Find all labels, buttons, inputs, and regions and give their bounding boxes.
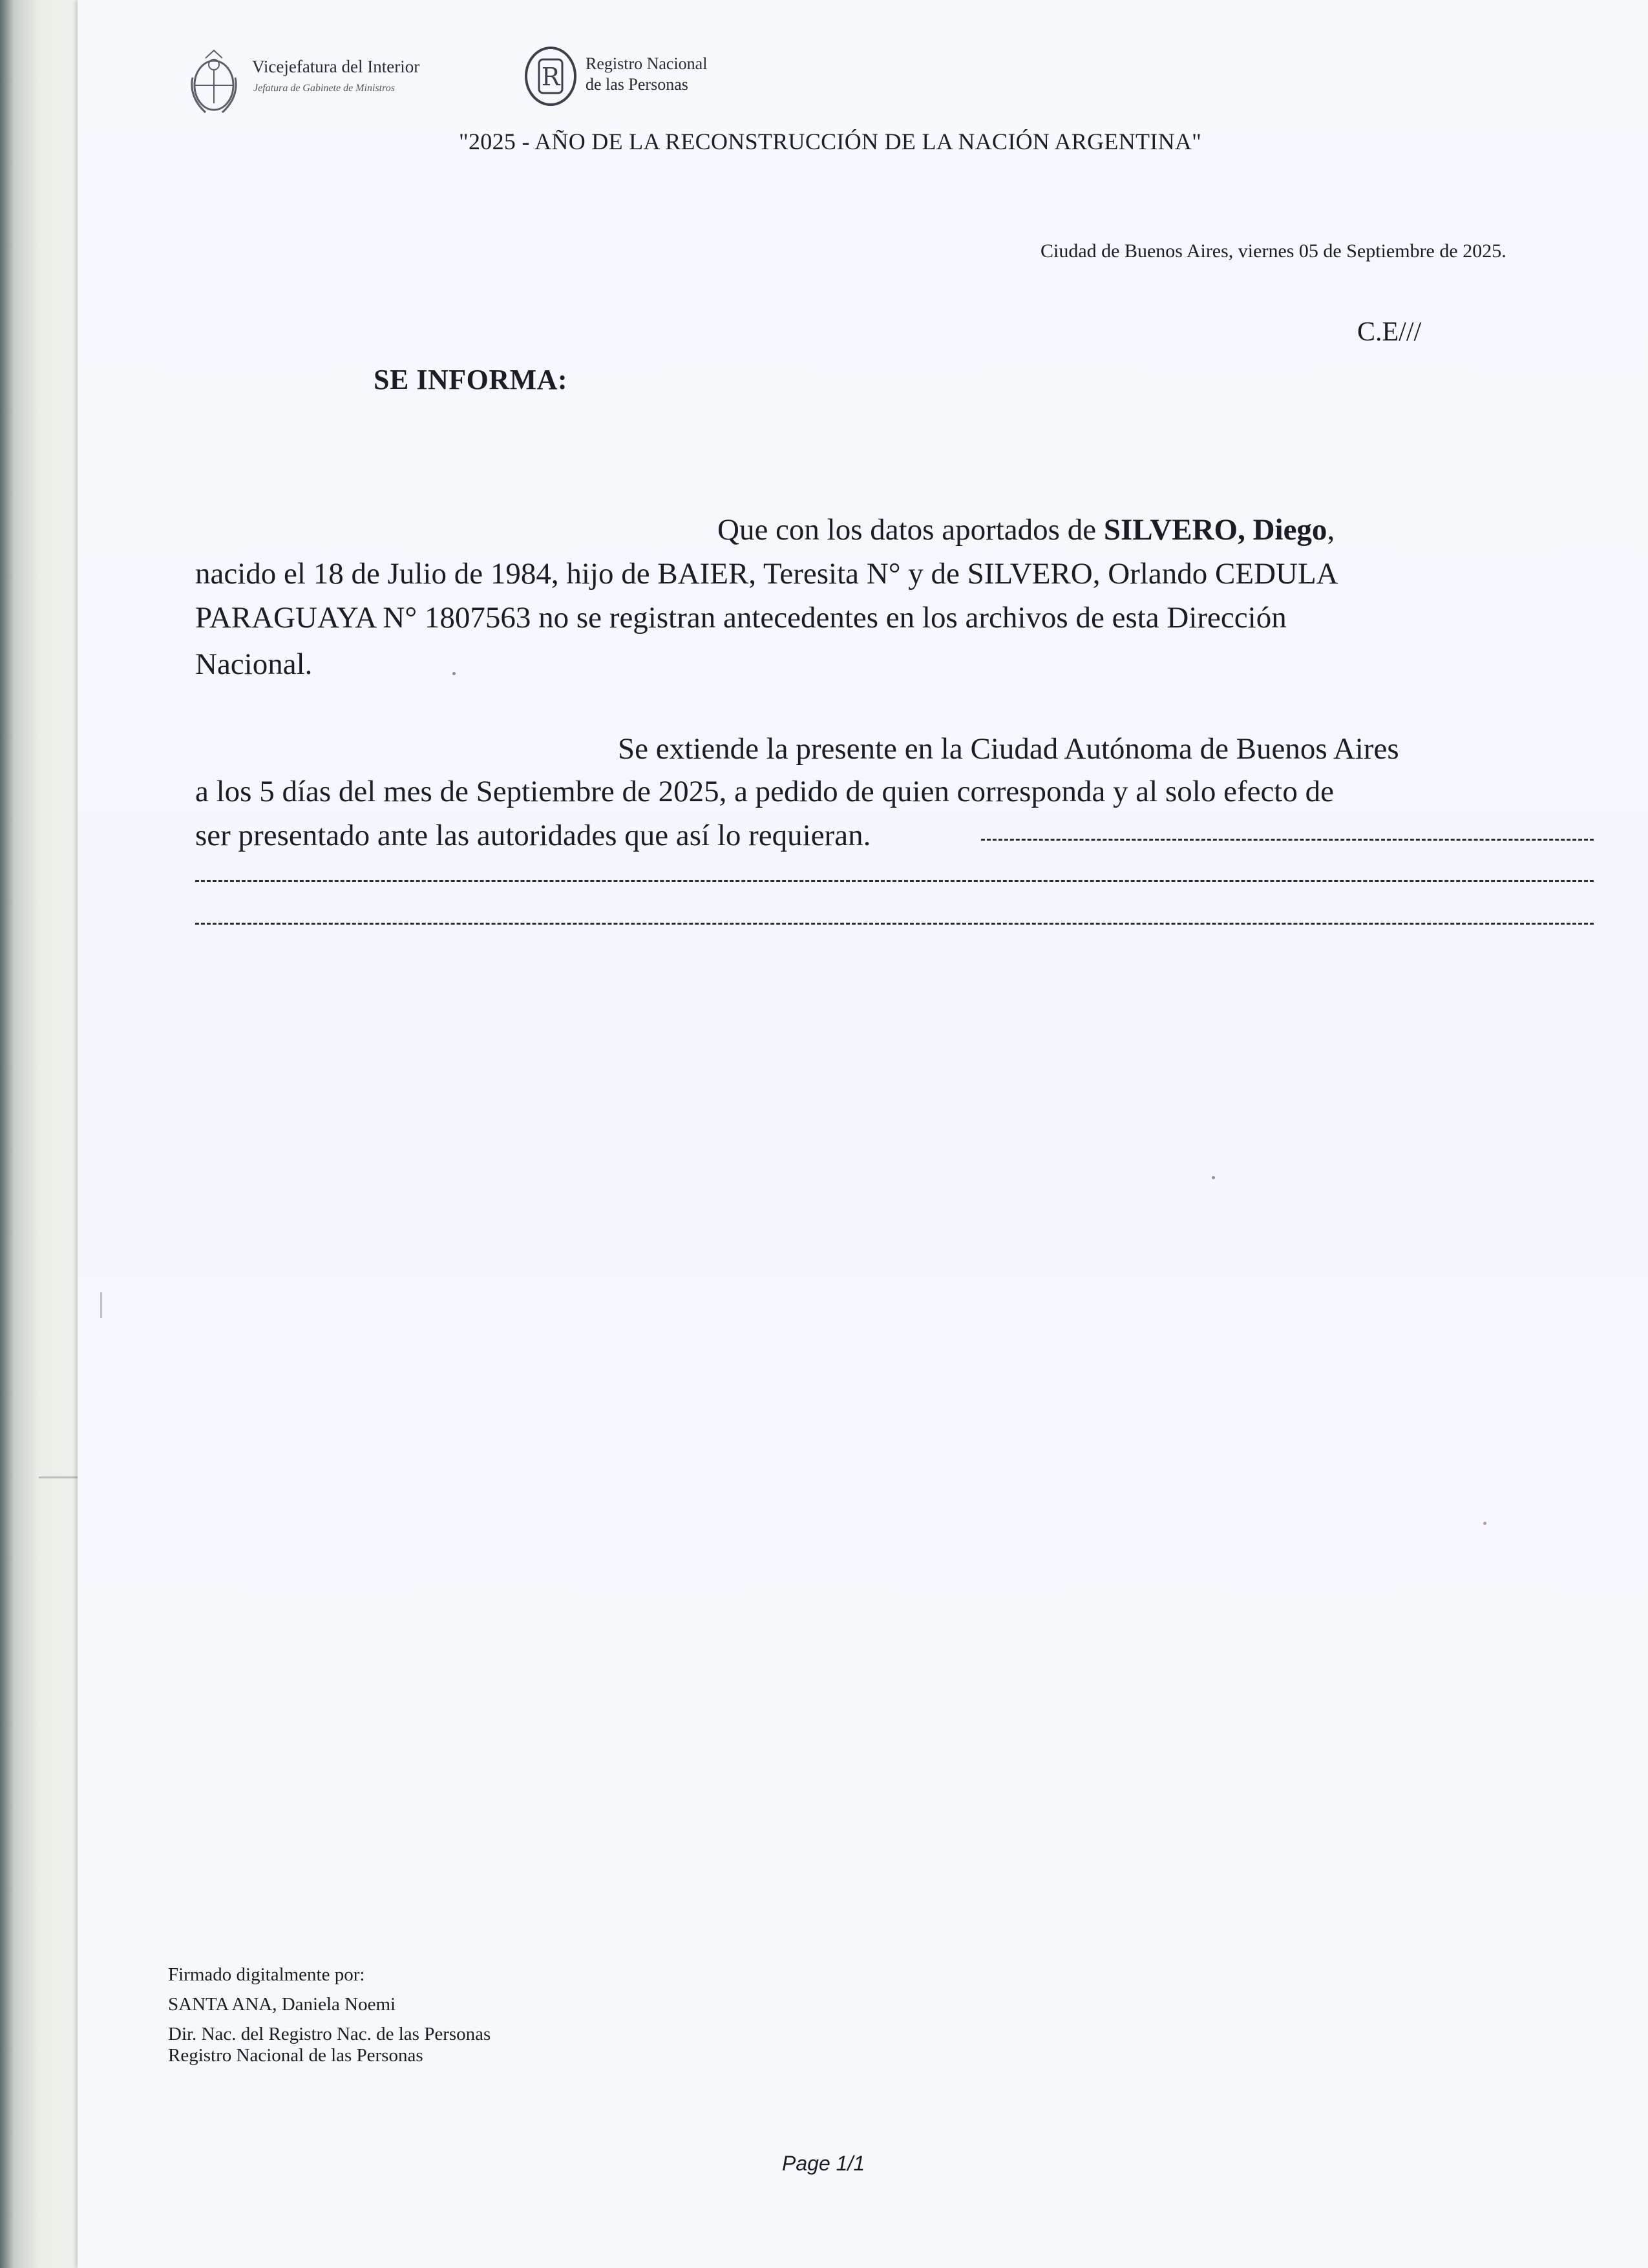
heading-se-informa: SE INFORMA:: [374, 364, 568, 395]
paragraph1-line3: PARAGUAYA N° 1807563 no se registran antecedentes en los archivos de esta Dirección: [195, 601, 1287, 635]
org1-name: Vicejefatura del Interior: [252, 57, 420, 76]
org2-logo-letter: R: [541, 63, 560, 91]
paragraph1-prefix: Que con los datos aportados de: [717, 513, 1104, 547]
renaper-r-seal-icon: [523, 45, 578, 107]
signer-organization: Registro Nacional de las Personas: [168, 2045, 423, 2066]
scan-speck: [1483, 1522, 1486, 1525]
paragraph1-line2: nacido el 18 de Julio de 1984, hijo de BAIER, Teresita N° y de SILVERO, Orlando CEDULA: [195, 557, 1338, 591]
reference-code: C.E///: [1357, 317, 1422, 347]
year-motto: "2025 - AÑO DE LA RECONSTRUCCIÓN DE LA NACIÓN ARGENTINA": [459, 129, 1202, 154]
signer-title: Dir. Nac. del Registro Nac. de las Personas: [168, 2024, 491, 2044]
paragraph2-line3: ser presentado ante las autoridades que así lo requieran.: [195, 819, 871, 852]
signature-label: Firmado digitalmente por:: [168, 1964, 365, 1985]
scan-mark: [100, 1292, 102, 1318]
dash-filler-line: [195, 923, 1594, 925]
scan-speck: [452, 672, 456, 675]
org2-name-line2: de las Personas: [586, 75, 688, 94]
dash-filler-line: [981, 839, 1594, 841]
scan-speck: [1212, 1176, 1215, 1179]
org1-subtitle: Jefatura de Gabinete de Ministros: [253, 83, 395, 94]
date-line: Ciudad de Buenos Aires, viernes 05 de Septiembre de 2025.: [1041, 240, 1506, 262]
dash-filler-line: [195, 880, 1594, 882]
paragraph2-line2: a los 5 días del mes de Septiembre de 2025, a pedido de quien corresponda y al solo efecto de: [195, 775, 1334, 808]
paragraph1-line1: [717, 512, 1335, 547]
subject-name: SILVERO, Diego: [1103, 513, 1327, 547]
argentine-coat-of-arms-icon: [186, 39, 242, 121]
page-number: Page 1/1: [782, 2152, 865, 2175]
paragraph1-comma: ,: [1327, 513, 1335, 547]
paragraph1-line4: Nacional.: [195, 647, 313, 681]
paragraph2-line1: Se extiende la presente en la Ciudad Autónoma de Buenos Aires: [618, 732, 1399, 766]
document-page: [78, 0, 1648, 2268]
org2-name-line1: Registro Nacional: [586, 54, 708, 73]
signer-name: SANTA ANA, Daniela Noemi: [168, 1994, 396, 2015]
